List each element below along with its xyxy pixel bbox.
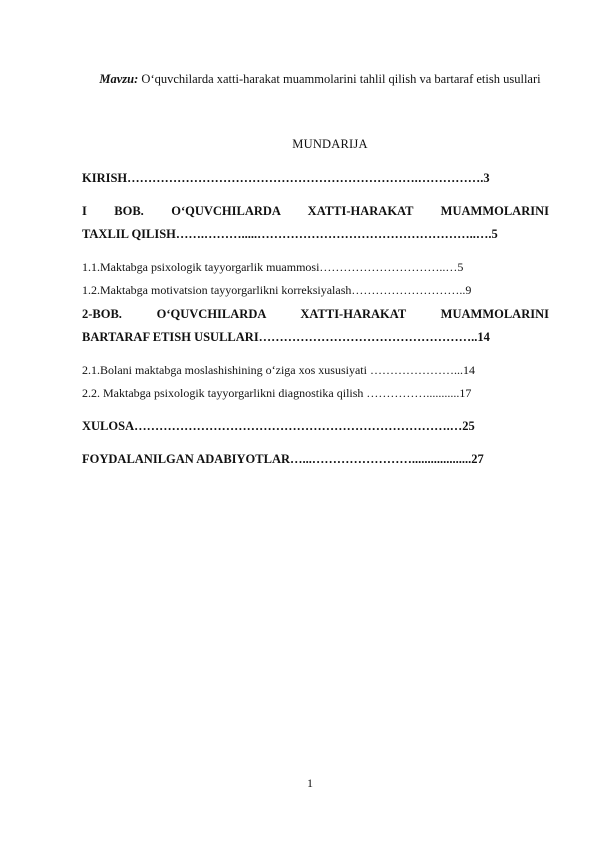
toc-entry-bob1-title-cont: TAXLIL QILISH…….……….....……………………………………………..….5 [82, 227, 498, 241]
page-number: 1 [307, 776, 313, 790]
toc-entry-bob2-title-cont: BARTARAF ETISH USULLARI……………………………………………..14 [82, 330, 490, 344]
toc-entry-kirish: KIRISH…………………………………………………………….…………….3 [82, 171, 490, 185]
toc-title: MUNDARIJA [292, 137, 368, 151]
toc-entry-section-2-2: 2.2. Maktabga psixologik tayyorgarlikni diagnostika qilish ……………...........17 [82, 386, 472, 400]
toc-entry-xulosa: XULOSA………………………………………………………………….…25 [82, 419, 475, 433]
toc-entry-adabiyotlar: FOYDALANILGAN ADABIYOTLAR…...……………………...................27 [82, 452, 484, 466]
toc-entry-bob2-title: 2-BOB. O‘QUVCHILARDA XATTI-HARAKAT MUAMMOLARINI [82, 307, 549, 321]
toc-entry-section-1-1: 1.1.Maktabga psixologik tayyorgarlik muammosi…………………………..…5 [82, 260, 464, 274]
toc-entry-section-2-1: 2.1.Bolani maktabga moslashishining o‘ziga xos xususiyati …………………...14 [82, 363, 475, 377]
toc-entry-section-1-2: 1.2.Maktabga motivatsion tayyorgarlikni korreksiyalash………………………..9 [82, 283, 472, 297]
topic-text: O‘quvchilarda xatti-harakat muammolarini tahlil qilish va bartaraf etish usullari [138, 72, 541, 86]
toc-entry-bob1-title: I BOB. O‘QUVCHILARDA XATTI-HARAKAT MUAMMOLARINI [82, 204, 549, 218]
topic-label: Mavzu: [99, 72, 139, 86]
topic [90, 71, 550, 87]
